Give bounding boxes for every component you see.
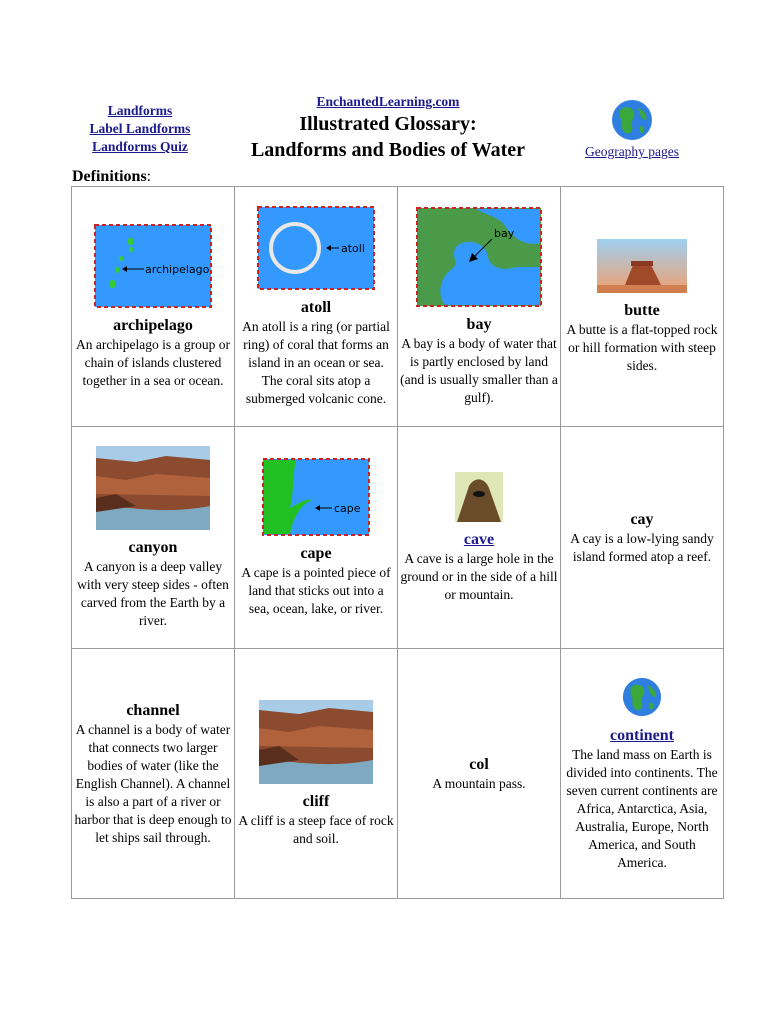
site-link[interactable]: EnchantedLearning.com	[316, 94, 460, 109]
glossary-cell-continent	[561, 649, 724, 899]
term-col: col	[469, 755, 489, 773]
glossary-table	[71, 186, 724, 899]
page-subtitle: Landforms and Bodies of Water	[250, 139, 526, 161]
geography-pages-link[interactable]: Geography pages	[584, 144, 680, 159]
glossary-cell-channel	[72, 649, 235, 899]
term-butte: butte	[624, 301, 660, 319]
term-bay: bay	[466, 315, 492, 333]
page-title: Illustrated Glossary:	[299, 113, 477, 135]
landforms-quiz-link[interactable]: Landforms Quiz	[92, 139, 188, 154]
term-canyon: canyon	[128, 538, 178, 556]
term-cliff: cliff	[302, 792, 330, 810]
definition-atoll: An atoll is a ring (or partial ring) of coral that forms an island in an ocean or sea. The coral sits atop a submerged volcanic cone.	[242, 318, 390, 406]
definition-continent: The land mass on Earth is divided into continents. The seven current continents are Africa, Antarctica, Asia, Australia, Europe, North America, and South America.	[566, 746, 718, 870]
archipelago-image-label: archipelago	[145, 262, 210, 276]
definition-col: A mountain pass.	[432, 775, 526, 791]
butte-image	[563, 239, 721, 293]
canyon-image	[74, 446, 232, 530]
definitions-heading: Definitions:	[72, 168, 152, 185]
definition-channel: A channel is a body of water that connects two larger bodies of water (like the English Channel). A channel is also a part of a river or harbor that is deep enough to let ships sail through.	[74, 721, 232, 845]
glossary-cell-cave	[398, 427, 561, 649]
glossary-cell-cay	[561, 427, 724, 649]
glossary-cell-butte	[561, 187, 724, 427]
cliff-image	[237, 700, 395, 784]
definition-cliff: A cliff is a steep face of rock and soil.	[238, 812, 394, 846]
definition-cave: A cave is a large hole in the ground or in the side of a hill or mountain.	[400, 550, 558, 602]
label-landforms-link[interactable]: Label Landforms	[89, 121, 191, 136]
atoll-image	[237, 206, 395, 290]
glossary-cell-archipelago	[72, 187, 235, 427]
continent-globe-image[interactable]	[563, 676, 721, 718]
glossary-cell-col	[398, 649, 561, 899]
term-continent[interactable]: continent	[610, 726, 674, 744]
term-cave[interactable]: cave	[463, 530, 495, 548]
geography-block	[576, 98, 688, 160]
term-archipelago: archipelago	[113, 316, 193, 334]
definition-cay: A cay is a low-lying sandy island formed atop a reef.	[570, 530, 714, 564]
cape-image	[237, 458, 395, 536]
globe-icon	[621, 676, 663, 718]
term-cape: cape	[300, 544, 332, 562]
cave-image[interactable]	[400, 472, 558, 522]
definition-cape: A cape is a pointed piece of land that sticks out into a sea, ocean, lake, or river.	[241, 564, 391, 616]
bay-image	[400, 207, 558, 307]
landforms-nav	[80, 102, 200, 156]
archipelago-image	[74, 224, 232, 308]
glossary-cell-atoll	[235, 187, 398, 427]
globe-icon[interactable]	[610, 98, 654, 142]
glossary-cell-cape	[235, 427, 398, 649]
glossary-cell-bay	[398, 187, 561, 427]
term-channel: channel	[126, 701, 180, 719]
term-atoll: atoll	[300, 298, 332, 316]
definition-butte: A butte is a flat-topped rock or hill formation with steep sides.	[566, 321, 718, 373]
term-cay: cay	[630, 510, 654, 528]
definition-archipelago: An archipelago is a group or chain of islands clustered together in a sea or ocean.	[75, 336, 231, 388]
bay-image-label: bay	[494, 226, 515, 240]
glossary-cell-canyon	[72, 427, 235, 649]
glossary-cell-cliff	[235, 649, 398, 899]
atoll-image-label: atoll	[341, 241, 365, 255]
definition-canyon: A canyon is a deep valley with very steep sides - often carved from the Earth by a river.	[77, 558, 229, 628]
cape-image-label: cape	[334, 501, 361, 515]
page-header	[228, 93, 548, 163]
landforms-link[interactable]: Landforms	[107, 103, 173, 118]
definition-bay: A bay is a body of water that is partly enclosed by land (and is usually smaller than a gulf).	[400, 335, 558, 405]
